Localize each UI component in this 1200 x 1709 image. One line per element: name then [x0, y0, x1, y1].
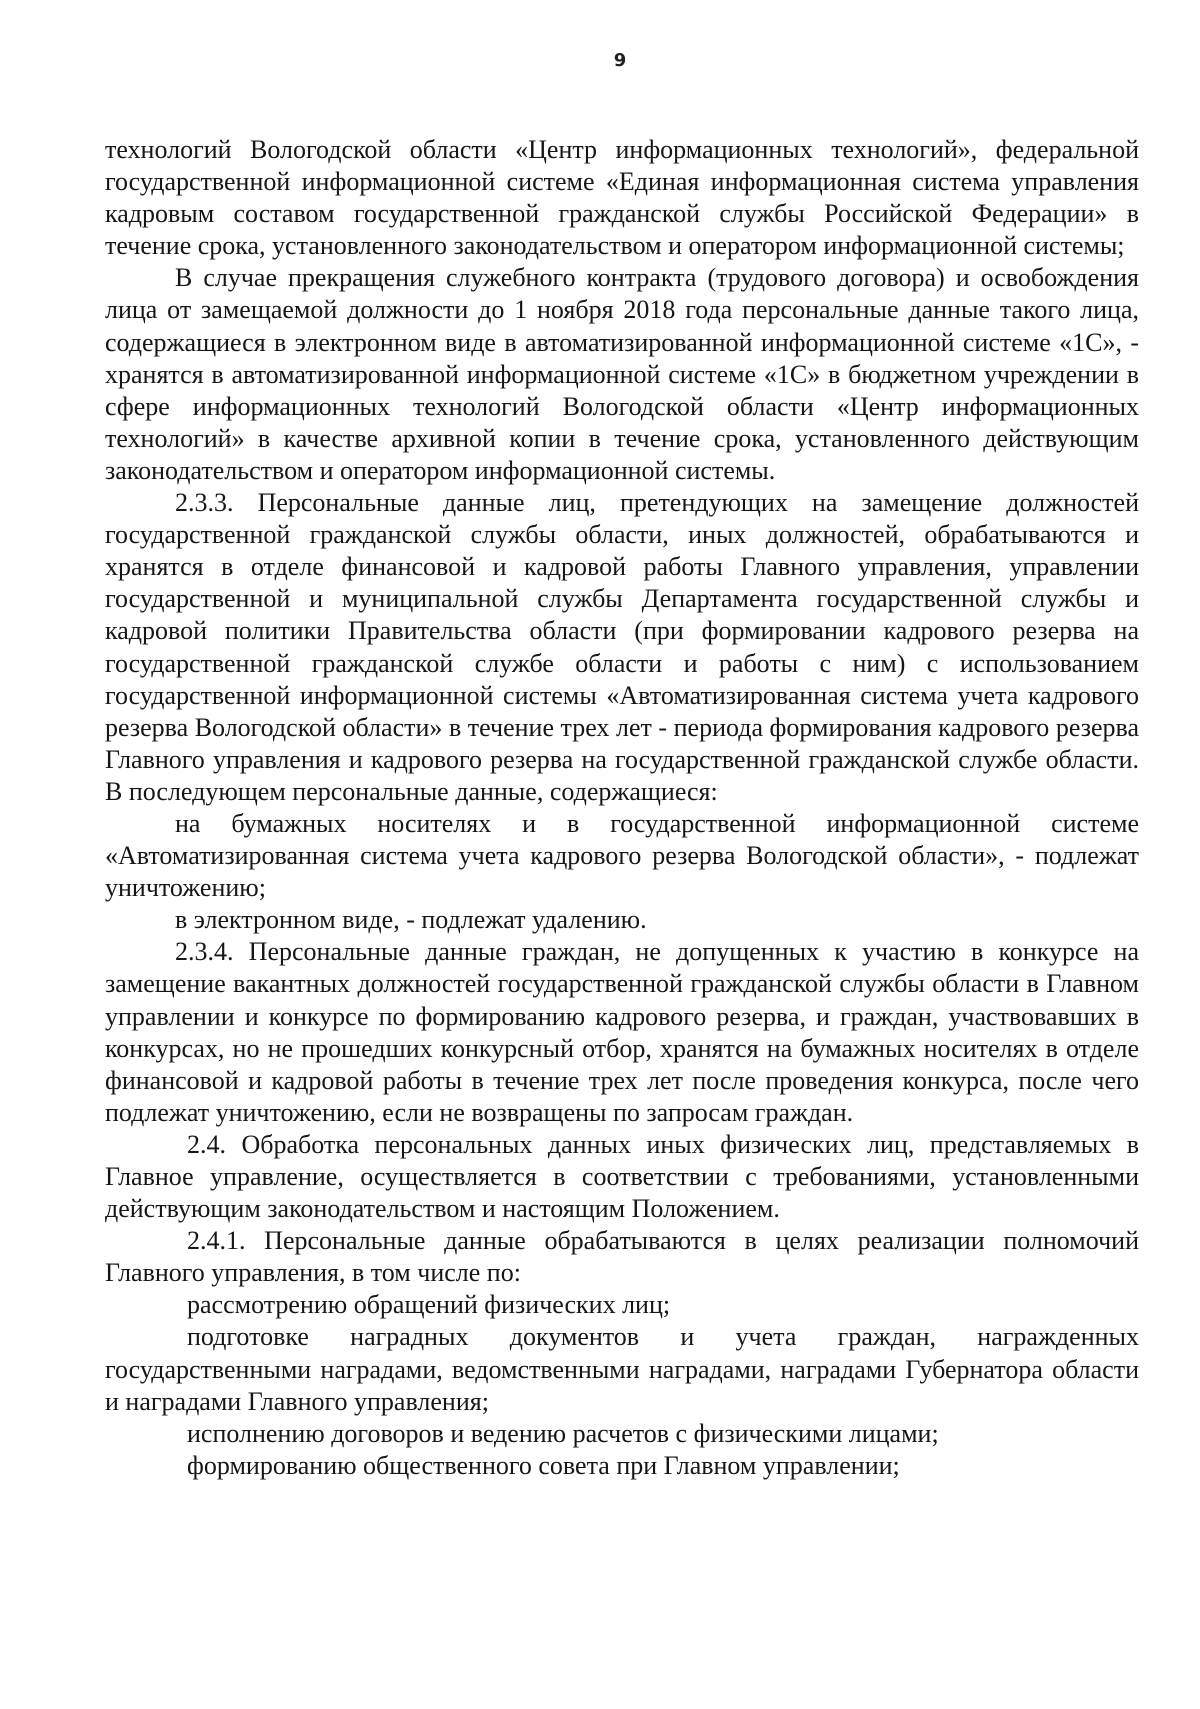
paragraph: на бумажных носителях и в государственной информационной системе «Автоматизированная система учета кадрового резерва Вологодской области», - подлежат уничтожению;	[105, 808, 1139, 903]
paragraph: подготовке наградных документов и учета граждан, награжденных государственными наградами, ведомственными наградами, наградами Губернатора области и наградами Главного управления;	[105, 1322, 1139, 1416]
paragraph: 2.3.4. Персональные данные граждан, не допущенных к участию в конкурсе на замещение вакантных должностей государственной гражданской службы области в Главном управлении и конкурсе по формированию кадрового резерва, и граждан, участвовавших в конкурсах, но не прошедших конкурсный отбор, хранятся на бумажных носителях в отделе финансовой и кадровой работы в течение трех лет после проведения конкурса, после чего подлежат уничтожению, если не возвращены по запросам граждан.	[105, 937, 1139, 1127]
paragraph: исполнению договоров и ведению расчетов с физическими лицами;	[187, 1418, 939, 1448]
paragraph: 2.4.1. Персональные данные обрабатываются в целях реализации полномочий Главного управления, в том числе по:	[105, 1226, 1139, 1288]
paragraph: 2.3.3. Персональные данные лиц, претендующих на замещение должностей государственной гражданской службы области, иных должностей, обрабатываются и хранятся в отделе финансовой и кадровой работы Главного управления, управлении государственной и муниципальной службы Департамента государственной службы и кадровой политики Правительства области (при формировании кадрового резерва на государственной гражданской службе области и работы с ним) с использованием государственной информационной системы «Автоматизированная система учета кадрового резерва Вологодской области» в течение трех лет - периода формирования кадрового резерва Главного управления и кадрового резерва на государственной гражданской службе области. В последующем персональные данные, содержащиеся:	[105, 488, 1139, 806]
page-number: 9	[613, 50, 627, 71]
paragraph: 2.4. Обработка персональных данных иных физических лиц, представляемых в Главное управление, осуществляется в соответствии с требованиями, установленными действующим законодательством и настоящим Положением.	[105, 1129, 1139, 1224]
document-body	[105, 134, 1139, 1482]
paragraph: в электронном виде, - подлежат удалению.	[175, 905, 647, 935]
paragraph: В случае прекращения служебного контракта (трудового договора) и освобождения лица от замещаемой должности до 1 ноября 2018 года персональные данные такого лица, содержащиеся в электронном виде в автоматизированной информационной системе «1С», - хранятся в автоматизированной информационной системе «1С» в бюджетном учреждении в сфере информационных технологий Вологодской области «Центр информационных технологий» в качестве архивной копии в течение срока, установленного действующим законодательством и оператором информационной системы.	[105, 263, 1139, 485]
paragraph: технологий Вологодской области «Центр информационных технологий», федеральной государственной информационной системе «Единая информационная система управления кадровым составом государственной гражданской службы Российской Федерации» в течение срока, установленного законодательством и оператором информационной системы;	[105, 135, 1139, 261]
paragraph: рассмотрению обращений физических лиц;	[187, 1290, 671, 1320]
paragraph: формированию общественного совета при Главном управлении;	[187, 1450, 900, 1480]
